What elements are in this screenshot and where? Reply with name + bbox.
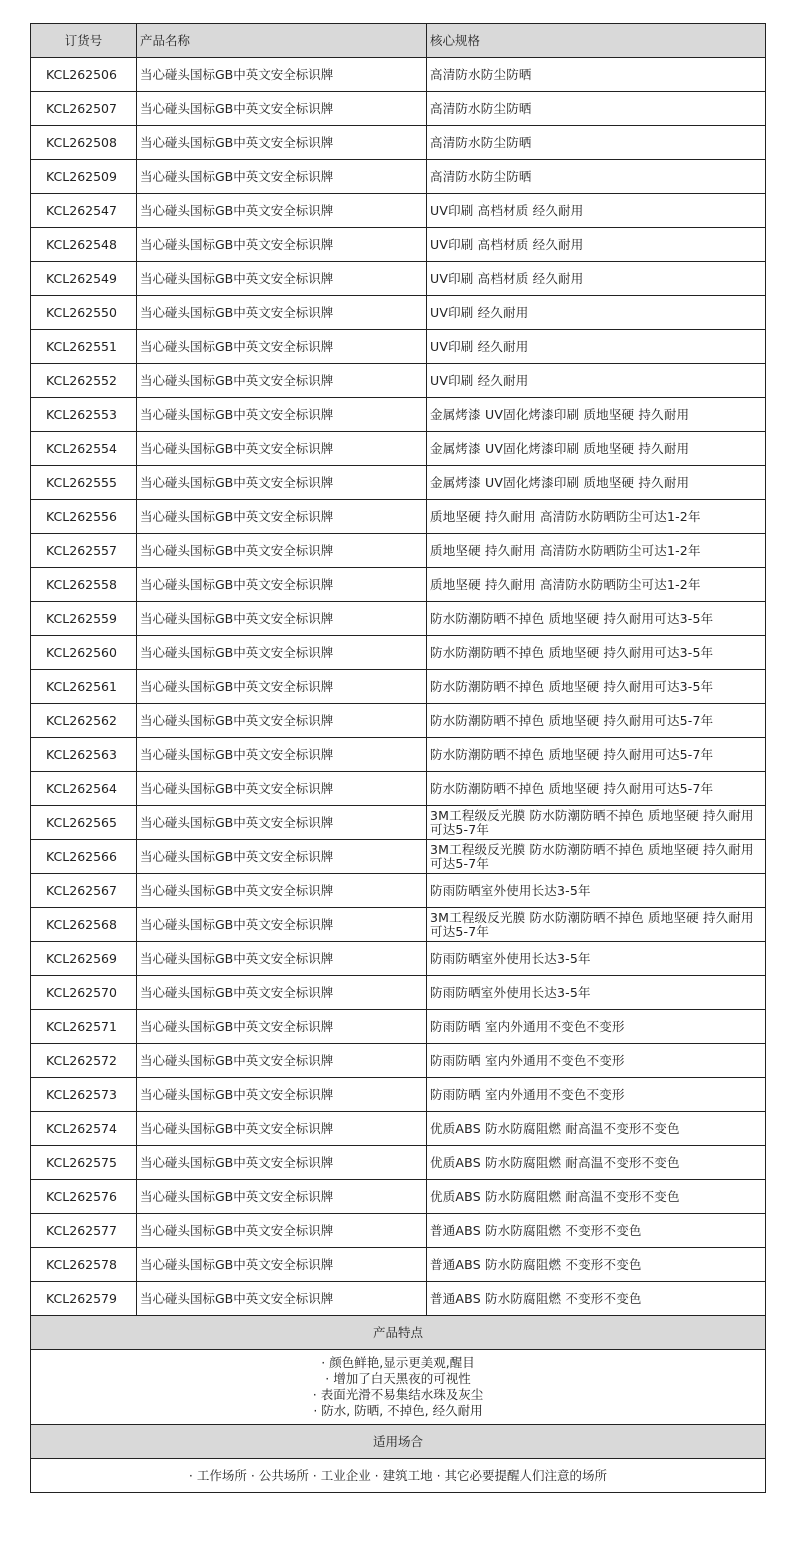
core-spec-cell: 防雨防晒 室内外通用不变色不变形 <box>427 1010 766 1044</box>
product-name-cell: 当心碰头国标GB中英文安全标识牌 <box>137 398 427 432</box>
core-spec-cell: 质地坚硬 持久耐用 高清防水防晒防尘可达1-2年 <box>427 500 766 534</box>
order-code-cell: KCL262558 <box>31 568 137 602</box>
product-name-cell: 当心碰头国标GB中英文安全标识牌 <box>137 568 427 602</box>
core-spec-cell: UV印刷 经久耐用 <box>427 296 766 330</box>
occasions-title: 适用场合 <box>31 1425 766 1459</box>
core-spec-cell: 防水防潮防晒不掉色 质地坚硬 持久耐用可达3-5年 <box>427 602 766 636</box>
product-name-cell: 当心碰头国标GB中英文安全标识牌 <box>137 636 427 670</box>
core-spec-cell: 普通ABS 防水防腐阻燃 不变形不变色 <box>427 1214 766 1248</box>
table-row <box>31 364 766 398</box>
core-spec-cell: 高清防水防尘防晒 <box>427 126 766 160</box>
occasions-header-row <box>31 1425 766 1459</box>
product-name-cell: 当心碰头国标GB中英文安全标识牌 <box>137 704 427 738</box>
product-name-cell: 当心碰头国标GB中英文安全标识牌 <box>137 364 427 398</box>
product-rows <box>31 58 766 1316</box>
product-name-cell: 当心碰头国标GB中英文安全标识牌 <box>137 806 427 840</box>
core-spec-cell: 金属烤漆 UV固化烤漆印刷 质地坚硬 持久耐用 <box>427 432 766 466</box>
features-header-row <box>31 1316 766 1350</box>
table-row <box>31 296 766 330</box>
table-row <box>31 1248 766 1282</box>
table-row <box>31 840 766 874</box>
order-code-cell: KCL262550 <box>31 296 137 330</box>
order-code-cell: KCL262552 <box>31 364 137 398</box>
order-code-cell: KCL262569 <box>31 942 137 976</box>
order-code-cell: KCL262562 <box>31 704 137 738</box>
core-spec-cell: UV印刷 高档材质 经久耐用 <box>427 194 766 228</box>
table-row <box>31 432 766 466</box>
table-row <box>31 92 766 126</box>
product-name-cell: 当心碰头国标GB中英文安全标识牌 <box>137 738 427 772</box>
order-code-cell: KCL262575 <box>31 1146 137 1180</box>
table-row <box>31 772 766 806</box>
core-spec-cell: 金属烤漆 UV固化烤漆印刷 质地坚硬 持久耐用 <box>427 466 766 500</box>
order-code-cell: KCL262577 <box>31 1214 137 1248</box>
core-spec-cell: 防水防潮防晒不掉色 质地坚硬 持久耐用可达3-5年 <box>427 636 766 670</box>
product-name-cell: 当心碰头国标GB中英文安全标识牌 <box>137 1282 427 1316</box>
table-row <box>31 636 766 670</box>
order-code-cell: KCL262555 <box>31 466 137 500</box>
occasions-text: · 工作场所 · 公共场所 · 工业企业 · 建筑工地 · 其它必要提醒人们注意的场所 <box>31 1459 766 1493</box>
core-spec-cell: 防雨防晒 室内外通用不变色不变形 <box>427 1044 766 1078</box>
order-code-cell: KCL262576 <box>31 1180 137 1214</box>
product-name-cell: 当心碰头国标GB中英文安全标识牌 <box>137 500 427 534</box>
header-order-code: 订货号 <box>31 24 137 58</box>
product-spec-table <box>30 23 766 1493</box>
core-spec-cell: UV印刷 高档材质 经久耐用 <box>427 228 766 262</box>
product-name-cell: 当心碰头国标GB中英文安全标识牌 <box>137 772 427 806</box>
product-name-cell: 当心碰头国标GB中英文安全标识牌 <box>137 1112 427 1146</box>
table-row <box>31 738 766 772</box>
table-row <box>31 160 766 194</box>
table-row <box>31 1112 766 1146</box>
table-row <box>31 1214 766 1248</box>
feature-item: · 防水, 防晒, 不掉色, 经久耐用 <box>313 1403 483 1418</box>
order-code-cell: KCL262570 <box>31 976 137 1010</box>
feature-item: · 表面光滑不易集结水珠及灰尘 <box>312 1387 484 1402</box>
order-code-cell: KCL262564 <box>31 772 137 806</box>
table-row <box>31 126 766 160</box>
product-name-cell: 当心碰头国标GB中英文安全标识牌 <box>137 976 427 1010</box>
table-row <box>31 262 766 296</box>
feature-item: · 增加了白天黑夜的可视性 <box>325 1371 471 1386</box>
table-row <box>31 330 766 364</box>
features-title: 产品特点 <box>31 1316 766 1350</box>
table-header-row <box>31 24 766 58</box>
table-row <box>31 704 766 738</box>
product-name-cell: 当心碰头国标GB中英文安全标识牌 <box>137 840 427 874</box>
product-name-cell: 当心碰头国标GB中英文安全标识牌 <box>137 602 427 636</box>
table-row <box>31 1078 766 1112</box>
product-name-cell: 当心碰头国标GB中英文安全标识牌 <box>137 296 427 330</box>
table-row <box>31 228 766 262</box>
table-row <box>31 806 766 840</box>
core-spec-cell: 高清防水防尘防晒 <box>427 92 766 126</box>
core-spec-cell: UV印刷 高档材质 经久耐用 <box>427 262 766 296</box>
product-name-cell: 当心碰头国标GB中英文安全标识牌 <box>137 874 427 908</box>
order-code-cell: KCL262551 <box>31 330 137 364</box>
order-code-cell: KCL262549 <box>31 262 137 296</box>
order-code-cell: KCL262559 <box>31 602 137 636</box>
core-spec-cell: 3M工程级反光膜 防水防潮防晒不掉色 质地坚硬 持久耐用可达5-7年 <box>427 806 766 840</box>
core-spec-cell: 质地坚硬 持久耐用 高清防水防晒防尘可达1-2年 <box>427 534 766 568</box>
order-code-cell: KCL262561 <box>31 670 137 704</box>
order-code-cell: KCL262565 <box>31 806 137 840</box>
order-code-cell: KCL262574 <box>31 1112 137 1146</box>
order-code-cell: KCL262556 <box>31 500 137 534</box>
product-name-cell: 当心碰头国标GB中英文安全标识牌 <box>137 1044 427 1078</box>
table-row <box>31 874 766 908</box>
core-spec-cell: 金属烤漆 UV固化烤漆印刷 质地坚硬 持久耐用 <box>427 398 766 432</box>
product-name-cell: 当心碰头国标GB中英文安全标识牌 <box>137 1214 427 1248</box>
order-code-cell: KCL262566 <box>31 840 137 874</box>
table-row <box>31 398 766 432</box>
table-row <box>31 1146 766 1180</box>
table-row <box>31 942 766 976</box>
core-spec-cell: 普通ABS 防水防腐阻燃 不变形不变色 <box>427 1248 766 1282</box>
order-code-cell: KCL262553 <box>31 398 137 432</box>
core-spec-cell: 3M工程级反光膜 防水防潮防晒不掉色 质地坚硬 持久耐用可达5-7年 <box>427 908 766 942</box>
product-name-cell: 当心碰头国标GB中英文安全标识牌 <box>137 670 427 704</box>
core-spec-cell: 优质ABS 防水防腐阻燃 耐高温不变形不变色 <box>427 1112 766 1146</box>
order-code-cell: KCL262578 <box>31 1248 137 1282</box>
core-spec-cell: 防水防潮防晒不掉色 质地坚硬 持久耐用可达3-5年 <box>427 670 766 704</box>
order-code-cell: KCL262572 <box>31 1044 137 1078</box>
order-code-cell: KCL262563 <box>31 738 137 772</box>
occasions-row <box>31 1459 766 1493</box>
product-name-cell: 当心碰头国标GB中英文安全标识牌 <box>137 466 427 500</box>
product-name-cell: 当心碰头国标GB中英文安全标识牌 <box>137 1146 427 1180</box>
order-code-cell: KCL262571 <box>31 1010 137 1044</box>
product-name-cell: 当心碰头国标GB中英文安全标识牌 <box>137 58 427 92</box>
core-spec-cell: 防雨防晒室外使用长达3-5年 <box>427 942 766 976</box>
product-name-cell: 当心碰头国标GB中英文安全标识牌 <box>137 1180 427 1214</box>
feature-item: · 颜色鲜艳,显示更美观,醒目 <box>321 1355 475 1370</box>
order-code-cell: KCL262579 <box>31 1282 137 1316</box>
product-name-cell: 当心碰头国标GB中英文安全标识牌 <box>137 228 427 262</box>
core-spec-cell: 防雨防晒室外使用长达3-5年 <box>427 874 766 908</box>
order-code-cell: KCL262568 <box>31 908 137 942</box>
table-row <box>31 908 766 942</box>
core-spec-cell: 优质ABS 防水防腐阻燃 耐高温不变形不变色 <box>427 1180 766 1214</box>
product-name-cell: 当心碰头国标GB中英文安全标识牌 <box>137 126 427 160</box>
table-row <box>31 602 766 636</box>
table-row <box>31 534 766 568</box>
product-name-cell: 当心碰头国标GB中英文安全标识牌 <box>137 194 427 228</box>
core-spec-cell: 质地坚硬 持久耐用 高清防水防晒防尘可达1-2年 <box>427 568 766 602</box>
table-row <box>31 58 766 92</box>
core-spec-cell: 高清防水防尘防晒 <box>427 58 766 92</box>
product-name-cell: 当心碰头国标GB中英文安全标识牌 <box>137 942 427 976</box>
product-name-cell: 当心碰头国标GB中英文安全标识牌 <box>137 1010 427 1044</box>
product-name-cell: 当心碰头国标GB中英文安全标识牌 <box>137 1078 427 1112</box>
order-code-cell: KCL262567 <box>31 874 137 908</box>
table-row <box>31 1044 766 1078</box>
table-row <box>31 1010 766 1044</box>
core-spec-cell: 防雨防晒 室内外通用不变色不变形 <box>427 1078 766 1112</box>
product-name-cell: 当心碰头国标GB中英文安全标识牌 <box>137 1248 427 1282</box>
table-row <box>31 670 766 704</box>
spec-sheet <box>30 23 765 1493</box>
table-row <box>31 1180 766 1214</box>
core-spec-cell: 3M工程级反光膜 防水防潮防晒不掉色 质地坚硬 持久耐用可达5-7年 <box>427 840 766 874</box>
table-row <box>31 1282 766 1316</box>
header-core-spec: 核心规格 <box>427 24 766 58</box>
core-spec-cell: 防雨防晒室外使用长达3-5年 <box>427 976 766 1010</box>
core-spec-cell: UV印刷 经久耐用 <box>427 364 766 398</box>
header-product-name: 产品名称 <box>137 24 427 58</box>
product-name-cell: 当心碰头国标GB中英文安全标识牌 <box>137 330 427 364</box>
core-spec-cell: 防水防潮防晒不掉色 质地坚硬 持久耐用可达5-7年 <box>427 704 766 738</box>
table-row <box>31 568 766 602</box>
order-code-cell: KCL262547 <box>31 194 137 228</box>
table-row <box>31 466 766 500</box>
core-spec-cell: 高清防水防尘防晒 <box>427 160 766 194</box>
product-name-cell: 当心碰头国标GB中英文安全标识牌 <box>137 534 427 568</box>
order-code-cell: KCL262557 <box>31 534 137 568</box>
table-row <box>31 500 766 534</box>
features-row <box>31 1350 766 1425</box>
product-name-cell: 当心碰头国标GB中英文安全标识牌 <box>137 432 427 466</box>
table-row <box>31 976 766 1010</box>
core-spec-cell: UV印刷 经久耐用 <box>427 330 766 364</box>
order-code-cell: KCL262509 <box>31 160 137 194</box>
features-list <box>31 1350 766 1425</box>
order-code-cell: KCL262554 <box>31 432 137 466</box>
product-name-cell: 当心碰头国标GB中英文安全标识牌 <box>137 262 427 296</box>
table-row <box>31 194 766 228</box>
core-spec-cell: 防水防潮防晒不掉色 质地坚硬 持久耐用可达5-7年 <box>427 738 766 772</box>
core-spec-cell: 防水防潮防晒不掉色 质地坚硬 持久耐用可达5-7年 <box>427 772 766 806</box>
core-spec-cell: 普通ABS 防水防腐阻燃 不变形不变色 <box>427 1282 766 1316</box>
order-code-cell: KCL262573 <box>31 1078 137 1112</box>
product-name-cell: 当心碰头国标GB中英文安全标识牌 <box>137 92 427 126</box>
product-name-cell: 当心碰头国标GB中英文安全标识牌 <box>137 908 427 942</box>
order-code-cell: KCL262508 <box>31 126 137 160</box>
order-code-cell: KCL262548 <box>31 228 137 262</box>
order-code-cell: KCL262507 <box>31 92 137 126</box>
order-code-cell: KCL262560 <box>31 636 137 670</box>
product-name-cell: 当心碰头国标GB中英文安全标识牌 <box>137 160 427 194</box>
core-spec-cell: 优质ABS 防水防腐阻燃 耐高温不变形不变色 <box>427 1146 766 1180</box>
order-code-cell: KCL262506 <box>31 58 137 92</box>
